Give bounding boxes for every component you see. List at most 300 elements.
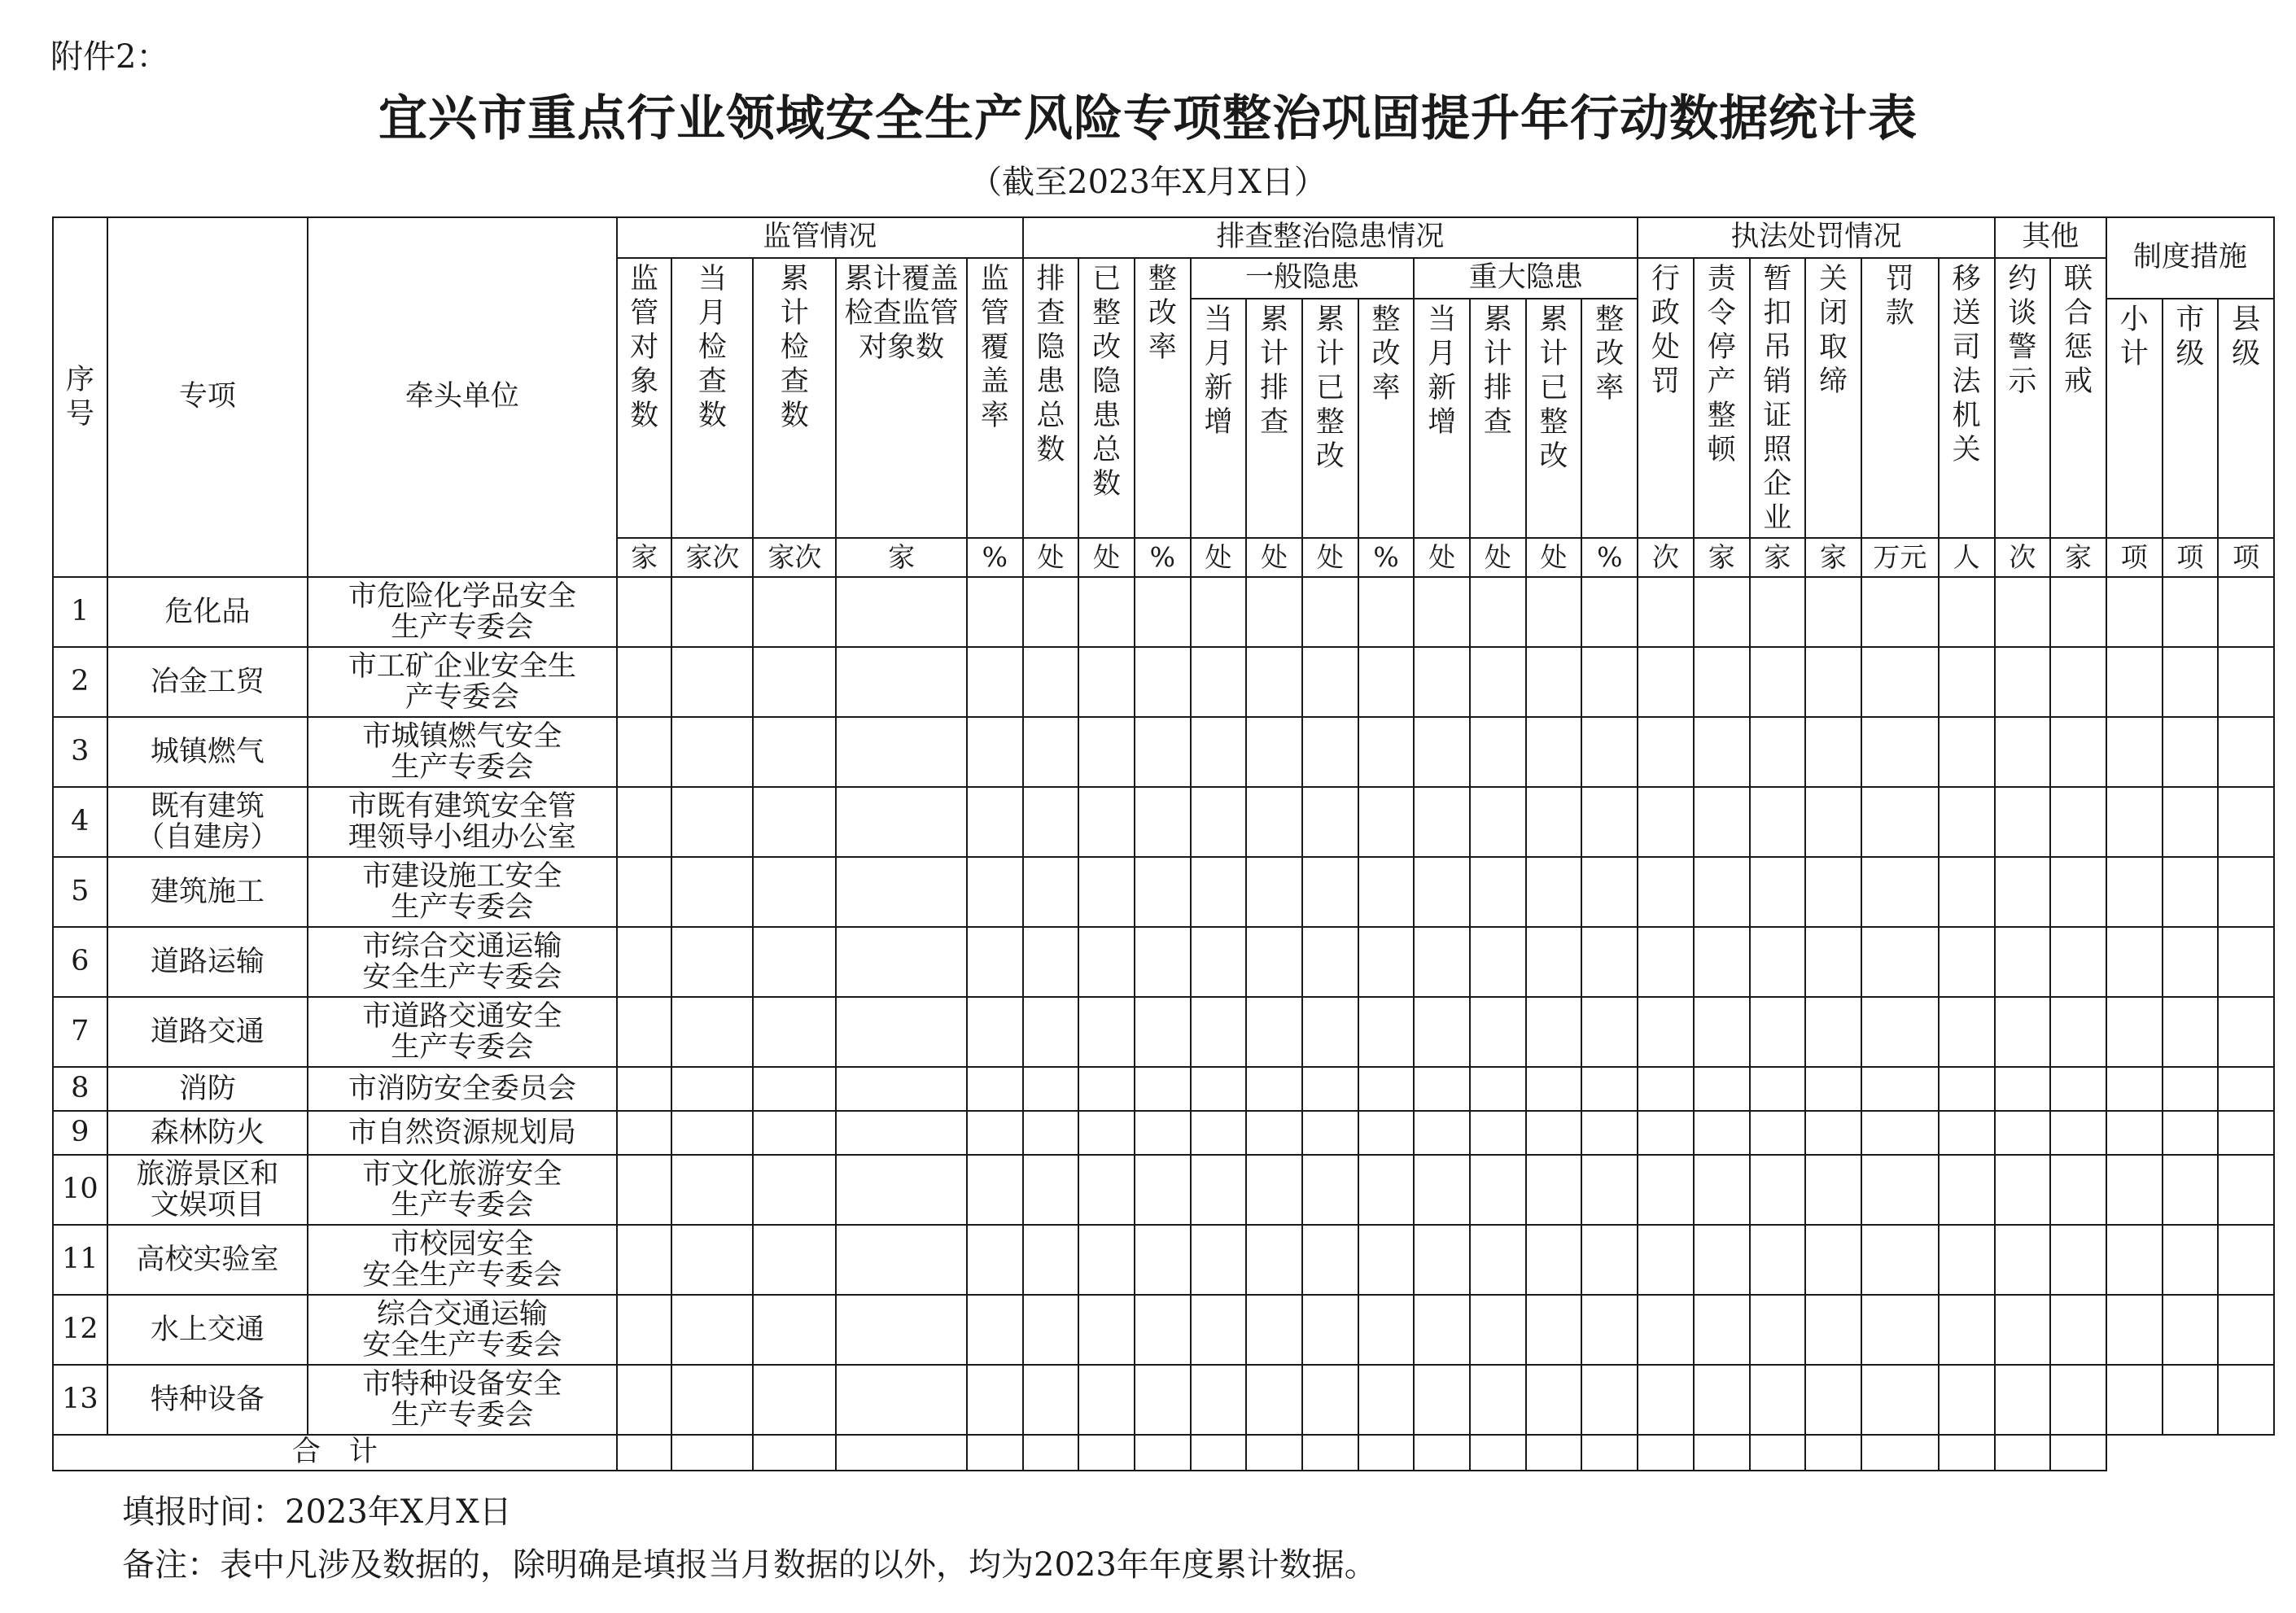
data-cell[interactable] (836, 1225, 967, 1295)
data-cell[interactable] (2050, 787, 2106, 857)
data-cell[interactable] (1581, 857, 1638, 927)
data-cell[interactable] (1414, 927, 1470, 997)
data-cell[interactable] (1023, 1225, 1079, 1295)
data-cell[interactable] (1939, 997, 1995, 1067)
data-cell[interactable] (1135, 927, 1191, 997)
data-cell[interactable] (1302, 1365, 1358, 1435)
data-cell[interactable] (1135, 717, 1191, 787)
data-cell[interactable] (617, 1295, 672, 1365)
data-cell[interactable] (967, 787, 1023, 857)
data-cell[interactable] (1135, 1067, 1191, 1111)
data-cell[interactable] (1470, 857, 1526, 927)
data-cell[interactable] (1246, 1225, 1302, 1295)
data-cell[interactable] (671, 647, 753, 717)
data-cell[interactable] (1805, 1225, 1861, 1295)
data-cell[interactable] (1023, 577, 1079, 647)
data-cell[interactable] (1135, 577, 1191, 647)
data-cell[interactable] (1023, 927, 1079, 997)
data-cell[interactable] (617, 1111, 672, 1155)
data-cell[interactable] (1995, 717, 2051, 787)
data-cell[interactable] (2106, 717, 2163, 787)
data-cell[interactable] (967, 1365, 1023, 1435)
data-cell[interactable] (1302, 1067, 1358, 1111)
data-cell[interactable] (1023, 1295, 1079, 1365)
data-cell[interactable] (1191, 647, 1247, 717)
data-cell[interactable] (1470, 577, 1526, 647)
total-cell[interactable] (1135, 1435, 1191, 1471)
data-cell[interactable] (1861, 857, 1939, 927)
total-cell[interactable] (1581, 1435, 1638, 1471)
data-cell[interactable] (617, 717, 672, 787)
data-cell[interactable] (1246, 997, 1302, 1067)
data-cell[interactable] (753, 997, 836, 1067)
data-cell[interactable] (1023, 1111, 1079, 1155)
data-cell[interactable] (1861, 1365, 1939, 1435)
data-cell[interactable] (671, 1155, 753, 1225)
data-cell[interactable] (2050, 1111, 2106, 1155)
data-cell[interactable] (1995, 647, 2051, 717)
data-cell[interactable] (1078, 857, 1135, 927)
data-cell[interactable] (1414, 1155, 1470, 1225)
data-cell[interactable] (1805, 717, 1861, 787)
total-cell[interactable] (671, 1435, 753, 1471)
data-cell[interactable] (1414, 717, 1470, 787)
data-cell[interactable] (1581, 1111, 1638, 1155)
data-cell[interactable] (753, 647, 836, 717)
data-cell[interactable] (671, 857, 753, 927)
data-cell[interactable] (1023, 1067, 1079, 1111)
data-cell[interactable] (2106, 1111, 2163, 1155)
data-cell[interactable] (1694, 857, 1750, 927)
data-cell[interactable] (1939, 1155, 1995, 1225)
data-cell[interactable] (2106, 577, 2163, 647)
data-cell[interactable] (1191, 1111, 1247, 1155)
data-cell[interactable] (1358, 577, 1415, 647)
data-cell[interactable] (836, 787, 967, 857)
data-cell[interactable] (1995, 1155, 2051, 1225)
total-cell[interactable] (2050, 1435, 2106, 1471)
data-cell[interactable] (1694, 1225, 1750, 1295)
data-cell[interactable] (2106, 997, 2163, 1067)
data-cell[interactable] (1135, 787, 1191, 857)
data-cell[interactable] (836, 857, 967, 927)
data-cell[interactable] (1750, 857, 1806, 927)
data-cell[interactable] (1078, 787, 1135, 857)
data-cell[interactable] (671, 1365, 753, 1435)
data-cell[interactable] (1694, 787, 1750, 857)
data-cell[interactable] (1526, 1295, 1582, 1365)
data-cell[interactable] (836, 1365, 967, 1435)
data-cell[interactable] (1750, 927, 1806, 997)
data-cell[interactable] (1638, 1365, 1694, 1435)
data-cell[interactable] (753, 717, 836, 787)
data-cell[interactable] (1861, 1225, 1939, 1295)
data-cell[interactable] (617, 997, 672, 1067)
data-cell[interactable] (2218, 1067, 2274, 1111)
data-cell[interactable] (1135, 997, 1191, 1067)
data-cell[interactable] (2163, 857, 2219, 927)
data-cell[interactable] (671, 717, 753, 787)
data-cell[interactable] (1023, 1155, 1079, 1225)
data-cell[interactable] (1414, 577, 1470, 647)
data-cell[interactable] (1638, 1225, 1694, 1295)
data-cell[interactable] (836, 577, 967, 647)
data-cell[interactable] (1995, 1111, 2051, 1155)
data-cell[interactable] (1939, 647, 1995, 717)
data-cell[interactable] (1526, 647, 1582, 717)
data-cell[interactable] (1414, 997, 1470, 1067)
data-cell[interactable] (1023, 857, 1079, 927)
data-cell[interactable] (1581, 1155, 1638, 1225)
data-cell[interactable] (2106, 787, 2163, 857)
data-cell[interactable] (1135, 857, 1191, 927)
data-cell[interactable] (1078, 1067, 1135, 1111)
data-cell[interactable] (1414, 647, 1470, 717)
data-cell[interactable] (1302, 1111, 1358, 1155)
total-cell[interactable] (1694, 1435, 1750, 1471)
data-cell[interactable] (836, 1067, 967, 1111)
data-cell[interactable] (1246, 857, 1302, 927)
data-cell[interactable] (967, 927, 1023, 997)
data-cell[interactable] (1694, 647, 1750, 717)
data-cell[interactable] (2106, 1295, 2163, 1365)
data-cell[interactable] (1023, 717, 1079, 787)
data-cell[interactable] (1078, 1365, 1135, 1435)
data-cell[interactable] (2106, 1155, 2163, 1225)
data-cell[interactable] (1358, 927, 1415, 997)
data-cell[interactable] (1135, 1155, 1191, 1225)
data-cell[interactable] (2218, 1155, 2274, 1225)
data-cell[interactable] (967, 1155, 1023, 1225)
data-cell[interactable] (671, 1067, 753, 1111)
data-cell[interactable] (1526, 997, 1582, 1067)
data-cell[interactable] (1638, 647, 1694, 717)
data-cell[interactable] (753, 927, 836, 997)
data-cell[interactable] (1414, 787, 1470, 857)
data-cell[interactable] (617, 787, 672, 857)
data-cell[interactable] (1805, 577, 1861, 647)
data-cell[interactable] (617, 927, 672, 997)
total-cell[interactable] (1638, 1435, 1694, 1471)
data-cell[interactable] (2218, 647, 2274, 717)
data-cell[interactable] (967, 1111, 1023, 1155)
data-cell[interactable] (617, 1365, 672, 1435)
data-cell[interactable] (1358, 1067, 1415, 1111)
data-cell[interactable] (1302, 857, 1358, 927)
data-cell[interactable] (1191, 1295, 1247, 1365)
data-cell[interactable] (1358, 1155, 1415, 1225)
data-cell[interactable] (1805, 857, 1861, 927)
data-cell[interactable] (2050, 1155, 2106, 1225)
data-cell[interactable] (1694, 1365, 1750, 1435)
data-cell[interactable] (1638, 717, 1694, 787)
data-cell[interactable] (1358, 1225, 1415, 1295)
data-cell[interactable] (967, 1067, 1023, 1111)
data-cell[interactable] (1995, 1067, 2051, 1111)
data-cell[interactable] (2050, 1225, 2106, 1295)
data-cell[interactable] (753, 1295, 836, 1365)
data-cell[interactable] (1526, 1365, 1582, 1435)
data-cell[interactable] (2106, 1365, 2163, 1435)
data-cell[interactable] (967, 997, 1023, 1067)
data-cell[interactable] (1861, 717, 1939, 787)
data-cell[interactable] (1470, 1295, 1526, 1365)
data-cell[interactable] (1526, 1225, 1582, 1295)
data-cell[interactable] (1581, 1295, 1638, 1365)
data-cell[interactable] (1939, 1067, 1995, 1111)
data-cell[interactable] (1526, 787, 1582, 857)
total-cell[interactable] (753, 1435, 836, 1471)
data-cell[interactable] (1302, 717, 1358, 787)
data-cell[interactable] (2050, 1067, 2106, 1111)
total-cell[interactable] (1191, 1435, 1247, 1471)
data-cell[interactable] (1526, 1067, 1582, 1111)
data-cell[interactable] (1302, 787, 1358, 857)
data-cell[interactable] (1191, 927, 1247, 997)
data-cell[interactable] (2163, 1067, 2219, 1111)
data-cell[interactable] (1526, 857, 1582, 927)
data-cell[interactable] (1995, 857, 2051, 927)
data-cell[interactable] (2218, 1225, 2274, 1295)
data-cell[interactable] (1638, 1067, 1694, 1111)
data-cell[interactable] (1805, 647, 1861, 717)
data-cell[interactable] (2050, 577, 2106, 647)
data-cell[interactable] (671, 1295, 753, 1365)
data-cell[interactable] (1358, 1365, 1415, 1435)
data-cell[interactable] (1078, 717, 1135, 787)
data-cell[interactable] (1861, 787, 1939, 857)
data-cell[interactable] (617, 647, 672, 717)
data-cell[interactable] (1939, 717, 1995, 787)
data-cell[interactable] (1246, 577, 1302, 647)
data-cell[interactable] (1302, 647, 1358, 717)
data-cell[interactable] (1939, 1225, 1995, 1295)
data-cell[interactable] (2050, 857, 2106, 927)
data-cell[interactable] (753, 787, 836, 857)
data-cell[interactable] (1470, 787, 1526, 857)
data-cell[interactable] (1078, 647, 1135, 717)
data-cell[interactable] (1750, 1365, 1806, 1435)
data-cell[interactable] (753, 1225, 836, 1295)
data-cell[interactable] (2163, 787, 2219, 857)
data-cell[interactable] (1995, 577, 2051, 647)
data-cell[interactable] (1995, 1295, 2051, 1365)
data-cell[interactable] (2050, 927, 2106, 997)
data-cell[interactable] (671, 577, 753, 647)
data-cell[interactable] (2050, 647, 2106, 717)
data-cell[interactable] (1023, 787, 1079, 857)
data-cell[interactable] (2218, 1111, 2274, 1155)
data-cell[interactable] (753, 1067, 836, 1111)
data-cell[interactable] (1246, 787, 1302, 857)
data-cell[interactable] (1078, 1295, 1135, 1365)
data-cell[interactable] (1414, 1067, 1470, 1111)
data-cell[interactable] (2163, 1225, 2219, 1295)
data-cell[interactable] (836, 997, 967, 1067)
data-cell[interactable] (1694, 1295, 1750, 1365)
data-cell[interactable] (1581, 647, 1638, 717)
data-cell[interactable] (2163, 577, 2219, 647)
data-cell[interactable] (2050, 997, 2106, 1067)
data-cell[interactable] (1861, 1067, 1939, 1111)
data-cell[interactable] (1638, 997, 1694, 1067)
data-cell[interactable] (2106, 927, 2163, 997)
data-cell[interactable] (1750, 787, 1806, 857)
data-cell[interactable] (1638, 787, 1694, 857)
data-cell[interactable] (1414, 1225, 1470, 1295)
data-cell[interactable] (671, 927, 753, 997)
data-cell[interactable] (1805, 1067, 1861, 1111)
data-cell[interactable] (1246, 1295, 1302, 1365)
data-cell[interactable] (2050, 1365, 2106, 1435)
data-cell[interactable] (1023, 997, 1079, 1067)
total-cell[interactable] (967, 1435, 1023, 1471)
data-cell[interactable] (1135, 1225, 1191, 1295)
data-cell[interactable] (1078, 1155, 1135, 1225)
data-cell[interactable] (1191, 717, 1247, 787)
data-cell[interactable] (1694, 927, 1750, 997)
data-cell[interactable] (1135, 1365, 1191, 1435)
data-cell[interactable] (2050, 717, 2106, 787)
data-cell[interactable] (1581, 1225, 1638, 1295)
data-cell[interactable] (1861, 997, 1939, 1067)
data-cell[interactable] (1078, 1225, 1135, 1295)
data-cell[interactable] (1861, 927, 1939, 997)
data-cell[interactable] (1694, 717, 1750, 787)
data-cell[interactable] (1414, 1295, 1470, 1365)
data-cell[interactable] (2218, 787, 2274, 857)
data-cell[interactable] (1246, 1365, 1302, 1435)
data-cell[interactable] (1805, 1111, 1861, 1155)
data-cell[interactable] (2218, 857, 2274, 927)
data-cell[interactable] (1414, 1365, 1470, 1435)
data-cell[interactable] (2218, 1365, 2274, 1435)
data-cell[interactable] (1995, 1225, 2051, 1295)
data-cell[interactable] (1358, 1111, 1415, 1155)
data-cell[interactable] (1023, 647, 1079, 717)
data-cell[interactable] (753, 857, 836, 927)
data-cell[interactable] (1694, 1067, 1750, 1111)
data-cell[interactable] (1805, 1365, 1861, 1435)
data-cell[interactable] (671, 1111, 753, 1155)
data-cell[interactable] (1638, 857, 1694, 927)
data-cell[interactable] (1581, 577, 1638, 647)
data-cell[interactable] (1694, 1111, 1750, 1155)
data-cell[interactable] (1939, 577, 1995, 647)
data-cell[interactable] (2163, 1365, 2219, 1435)
data-cell[interactable] (1135, 1111, 1191, 1155)
data-cell[interactable] (1861, 1111, 1939, 1155)
data-cell[interactable] (1581, 717, 1638, 787)
data-cell[interactable] (1246, 1155, 1302, 1225)
data-cell[interactable] (1995, 787, 2051, 857)
data-cell[interactable] (1750, 577, 1806, 647)
data-cell[interactable] (1191, 787, 1247, 857)
data-cell[interactable] (1526, 1111, 1582, 1155)
data-cell[interactable] (1750, 717, 1806, 787)
data-cell[interactable] (2106, 647, 2163, 717)
data-cell[interactable] (2163, 717, 2219, 787)
data-cell[interactable] (1995, 927, 2051, 997)
data-cell[interactable] (1023, 1365, 1079, 1435)
data-cell[interactable] (617, 1155, 672, 1225)
data-cell[interactable] (671, 787, 753, 857)
data-cell[interactable] (2163, 647, 2219, 717)
data-cell[interactable] (1526, 577, 1582, 647)
data-cell[interactable] (1470, 1067, 1526, 1111)
data-cell[interactable] (2218, 577, 2274, 647)
total-cell[interactable] (1023, 1435, 1079, 1471)
data-cell[interactable] (1939, 927, 1995, 997)
data-cell[interactable] (1358, 1295, 1415, 1365)
data-cell[interactable] (1939, 787, 1995, 857)
data-cell[interactable] (967, 717, 1023, 787)
data-cell[interactable] (753, 1365, 836, 1435)
data-cell[interactable] (1078, 927, 1135, 997)
data-cell[interactable] (2218, 717, 2274, 787)
data-cell[interactable] (617, 577, 672, 647)
total-cell[interactable] (1246, 1435, 1302, 1471)
data-cell[interactable] (1995, 997, 2051, 1067)
data-cell[interactable] (1750, 1295, 1806, 1365)
data-cell[interactable] (1078, 1111, 1135, 1155)
data-cell[interactable] (836, 927, 967, 997)
total-cell[interactable] (1470, 1435, 1526, 1471)
data-cell[interactable] (1750, 1111, 1806, 1155)
data-cell[interactable] (1302, 1155, 1358, 1225)
data-cell[interactable] (1078, 997, 1135, 1067)
data-cell[interactable] (1191, 1365, 1247, 1435)
data-cell[interactable] (1805, 997, 1861, 1067)
data-cell[interactable] (1078, 577, 1135, 647)
data-cell[interactable] (836, 1155, 967, 1225)
data-cell[interactable] (1302, 997, 1358, 1067)
data-cell[interactable] (671, 1225, 753, 1295)
data-cell[interactable] (1805, 927, 1861, 997)
data-cell[interactable] (1358, 997, 1415, 1067)
data-cell[interactable] (753, 1155, 836, 1225)
data-cell[interactable] (1805, 1155, 1861, 1225)
data-cell[interactable] (2218, 1295, 2274, 1365)
data-cell[interactable] (1358, 717, 1415, 787)
data-cell[interactable] (1939, 1295, 1995, 1365)
data-cell[interactable] (617, 857, 672, 927)
data-cell[interactable] (1526, 1155, 1582, 1225)
data-cell[interactable] (1581, 787, 1638, 857)
data-cell[interactable] (1470, 647, 1526, 717)
data-cell[interactable] (2218, 997, 2274, 1067)
data-cell[interactable] (1470, 1365, 1526, 1435)
data-cell[interactable] (1581, 997, 1638, 1067)
data-cell[interactable] (836, 647, 967, 717)
total-cell[interactable] (1805, 1435, 1861, 1471)
data-cell[interactable] (1191, 1155, 1247, 1225)
data-cell[interactable] (1861, 1155, 1939, 1225)
data-cell[interactable] (1581, 1067, 1638, 1111)
data-cell[interactable] (1750, 1067, 1806, 1111)
total-cell[interactable] (1078, 1435, 1135, 1471)
data-cell[interactable] (967, 577, 1023, 647)
data-cell[interactable] (1302, 1225, 1358, 1295)
total-cell[interactable] (1939, 1435, 1995, 1471)
total-cell[interactable] (1526, 1435, 1582, 1471)
data-cell[interactable] (967, 647, 1023, 717)
data-cell[interactable] (1750, 1155, 1806, 1225)
data-cell[interactable] (2163, 1155, 2219, 1225)
total-cell[interactable] (836, 1435, 967, 1471)
data-cell[interactable] (1805, 787, 1861, 857)
data-cell[interactable] (2218, 927, 2274, 997)
